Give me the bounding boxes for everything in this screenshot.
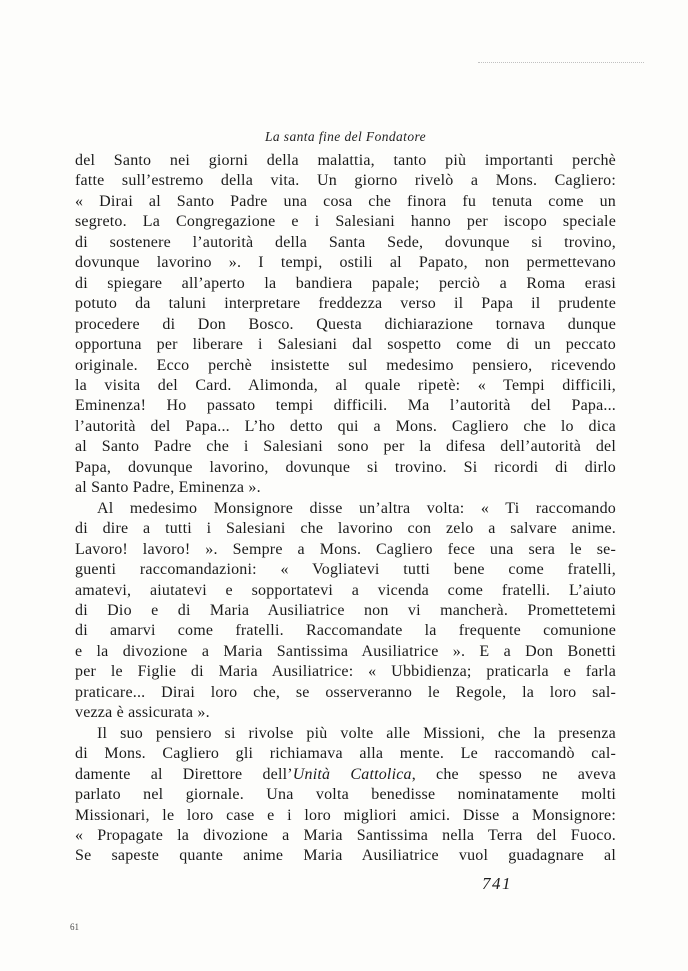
text-line: Eminenza! Ho passato tempi difficili. Ma l’autorità del Papa... bbox=[75, 397, 616, 415]
text-line: la visita del Card. Alimonda, al quale ripetè: « Tempi difficili, bbox=[75, 376, 616, 394]
text-line: di Mons. Cagliero gli richiamava alla mente. Le raccomandò cal- bbox=[75, 745, 616, 763]
text-line: di spiegare all’aperto la bandiera papale; perciò a Roma erasi bbox=[75, 274, 616, 292]
text-line: originale. Ecco perchè insistette sul medesimo pensiero, ricevendo bbox=[75, 356, 616, 374]
text-line: « Dirai al Santo Padre una cosa che finora fu tenuta come un bbox=[75, 192, 616, 210]
text-line: del Santo nei giorni della malattia, tanto più importanti perchè bbox=[75, 152, 616, 169]
italic-title: Unità Cattolica bbox=[292, 765, 412, 783]
text-line: di amarvi come fratelli. Raccomandate la frequente comunione bbox=[75, 622, 616, 640]
text-line: Lavoro! lavoro! ». Sempre a Mons. Cagliero fece una sera le se- bbox=[75, 540, 616, 558]
text-line: Missionari, le loro case e i loro migliori amici. Disse a Monsignore: bbox=[75, 806, 616, 824]
text-line: Al medesimo Monsignore disse un’altra volta: « Ti raccomando bbox=[97, 499, 616, 517]
text-line: dovunque lavorino ». I tempi, ostili al Papato, non permettevano bbox=[75, 254, 616, 272]
text-line: potuto da taluni interpretare freddezza verso il Papa il prudente bbox=[75, 295, 616, 313]
text-line: guenti raccomandazioni: « Vogliatevi tutti bene come fratelli, bbox=[75, 561, 616, 579]
text-line: Se sapeste quante anime Maria Ausiliatrice vuol guadagnare al bbox=[75, 847, 616, 865]
page-body bbox=[75, 151, 616, 867]
text-line: amatevi, aiutatevi e sopportatevi a vicenda come fratelli. L’aiuto bbox=[75, 581, 616, 599]
text-line: procedere di Don Bosco. Questa dichiarazione tornava dunque bbox=[75, 315, 616, 333]
text-line: fatte sull’estremo della vita. Un giorno rivelò a Mons. Cagliero: bbox=[75, 172, 616, 190]
running-header: La santa fine del Fondatore bbox=[264, 129, 427, 144]
text-line: al Santo Padre che i Salesiani sono per la difesa dell’autorità del bbox=[75, 438, 616, 456]
text-line: Il suo pensiero si rivolse più volte alle Missioni, che la presenza bbox=[97, 724, 616, 742]
text-line: vezza è assicurata ». bbox=[75, 704, 210, 722]
text-line: di Dio e di Maria Ausiliatrice non vi mancherà. Promettetemi bbox=[75, 601, 616, 619]
page-number: 741 bbox=[482, 874, 512, 893]
text-line: opportuna per liberare i Salesiani dal sospetto come di un peccato bbox=[75, 336, 616, 354]
text-line: l’autorità del Papa... L’ho detto qui a Mons. Cagliero che lo dica bbox=[75, 417, 616, 435]
text-line: per le Figlie di Maria Ausiliatrice: « Ubbidienza; praticarla e farla bbox=[75, 663, 616, 681]
text-line: e la divozione a Maria Santissima Ausiliatrice ». E a Don Bonetti bbox=[75, 642, 616, 660]
text-line: parlato nel giornale. Una volta benedisse nominatamente molti bbox=[75, 786, 616, 804]
text-line: al Santo Padre, Eminenza ». bbox=[75, 479, 261, 497]
text-line: « Propagate la divozione a Maria Santissima nella Terra del Fuoco. bbox=[75, 826, 616, 844]
text-line: praticare... Dirai loro che, se osserveranno le Regole, la loro sal- bbox=[75, 683, 616, 701]
text-line: Papa, dovunque lavorino, dovunque si trovino. Si ricordi di dirlo bbox=[75, 458, 616, 476]
text-line: segreto. La Congregazione e i Salesiani hanno per iscopo speciale bbox=[75, 213, 616, 231]
signature-mark: 61 bbox=[70, 922, 79, 932]
text-line: di dire a tutti i Salesiani che lavorino con zelo a salvare anime. bbox=[75, 520, 616, 538]
text-line: damente al Direttore dell’Unità Cattolica, che spesso ne aveva bbox=[75, 765, 617, 783]
scan-dotted-line-artifact bbox=[478, 62, 644, 63]
text-line: di sostenere l’autorità della Santa Sede, dovunque si trovino, bbox=[75, 233, 616, 251]
